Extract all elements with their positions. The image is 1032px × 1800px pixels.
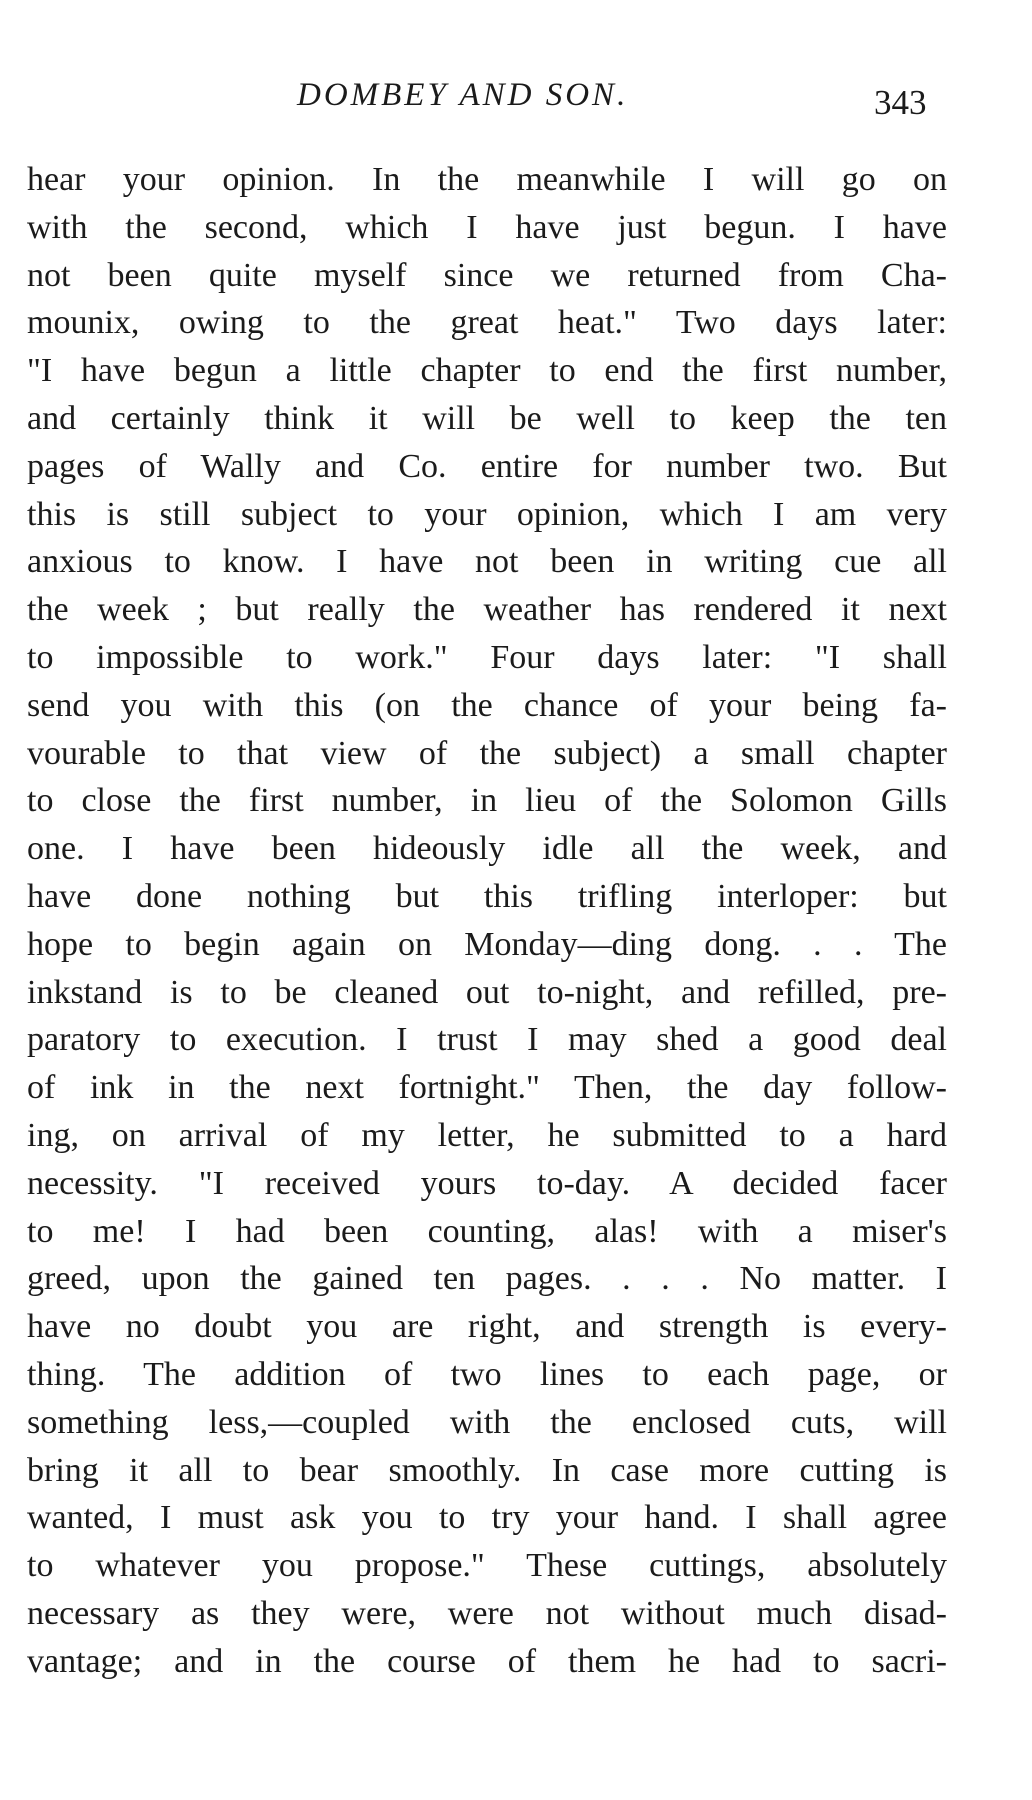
text-line: not been quite myself since we returned from Cha- (27, 256, 947, 294)
text-line: to close the first number, in lieu of the Solomon Gills (27, 782, 947, 820)
text-line: send you with this (on the chance of your being fa- (27, 686, 947, 724)
text-line: have done nothing but this trifling interloper: but (27, 877, 947, 915)
text-line: necessity. "I received yours to-day. A decided facer (27, 1164, 947, 1202)
text-line: hear your opinion. In the meanwhile I will go on (27, 161, 947, 198)
text-line: the week ; but really the weather has rendered it next (27, 591, 947, 629)
running-title: DOMBEY AND SON. (297, 77, 629, 113)
text-line: of ink in the next fortnight." Then, the day follow- (27, 1069, 947, 1107)
page-number: 343 (874, 83, 927, 122)
text-line: something less,—coupled with the enclosed cuts, will (27, 1403, 947, 1441)
text-line: one. I have been hideously idle all the week, and (27, 830, 947, 868)
text-line: hope to begin again on Monday—ding dong. . . The (27, 925, 947, 963)
text-line: to me! I had been counting, alas! with a miser's (27, 1212, 947, 1250)
text-line: ing, on arrival of my letter, he submitted to a hard (27, 1116, 947, 1154)
text-line: "I have begun a little chapter to end the first number, (27, 352, 947, 390)
text-line: and certainly think it will be well to keep the ten (27, 399, 947, 437)
text-line: wanted, I must ask you to try your hand. I shall agree (27, 1499, 947, 1537)
text-line: thing. The addition of two lines to each page, or (27, 1355, 947, 1393)
text-line: vantage; and in the course of them he had to sacri- (27, 1642, 947, 1680)
text-line: inkstand is to be cleaned out to-night, and refilled, pre- (27, 973, 947, 1011)
text-line: this is still subject to your opinion, which I am very (27, 495, 947, 533)
text-line: bring it all to bear smoothly. In case more cutting is (27, 1451, 947, 1489)
body-text (27, 156, 947, 1686)
text-line: greed, upon the gained ten pages. . . . No matter. I (27, 1260, 947, 1298)
text-line: necessary as they were, were not without much disad- (27, 1594, 947, 1632)
text-line: to impossible to work." Four days later: "I shall (27, 638, 947, 676)
text-line: paratory to execution. I trust I may shed a good deal (27, 1021, 947, 1059)
text-line: with the second, which I have just begun. I have (27, 208, 947, 246)
text-line: mounix, owing to the great heat." Two days later: (27, 304, 947, 342)
text-line: pages of Wally and Co. entire for number two. But (27, 447, 947, 485)
text-line: anxious to know. I have not been in writing cue all (27, 543, 947, 581)
text-line: have no doubt you are right, and strength is every- (27, 1308, 947, 1346)
text-line: to whatever you propose." These cuttings, absolutely (27, 1547, 947, 1585)
running-head (0, 70, 1032, 120)
text-line: vourable to that view of the subject) a small chapter (27, 734, 947, 772)
